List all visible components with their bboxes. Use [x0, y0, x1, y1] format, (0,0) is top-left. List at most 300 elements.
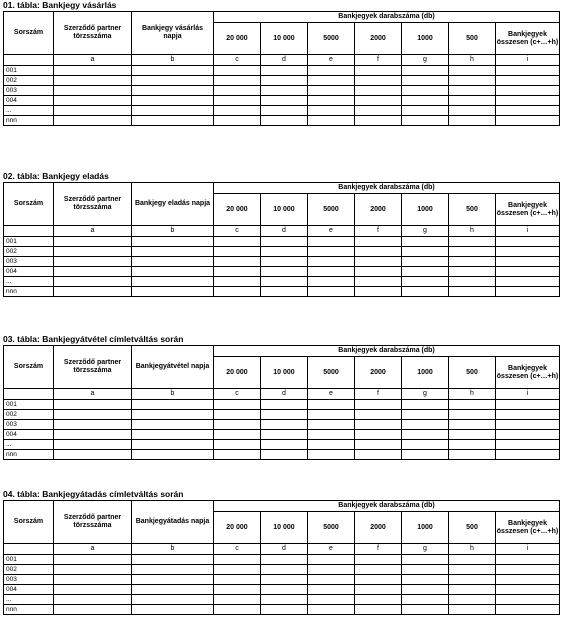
column-letter: f: [355, 544, 402, 555]
data-cell: [308, 585, 355, 595]
data-cell: [214, 575, 261, 585]
data-cell: [132, 86, 214, 96]
data-cell: [261, 400, 308, 410]
denomination-header: 500: [449, 357, 496, 389]
column-letter: a: [54, 226, 132, 237]
table-row: [4, 116, 560, 126]
row-number: 001: [4, 400, 54, 410]
table-row: [4, 106, 560, 116]
table-row: [4, 257, 560, 267]
row-number: 002: [4, 247, 54, 257]
header-row: [4, 501, 560, 512]
data-cell: [132, 555, 214, 565]
data-cell: [54, 420, 132, 430]
data-cell: [308, 410, 355, 420]
data-cell: [496, 585, 560, 595]
data-cell: [308, 575, 355, 585]
denomination-header: 20 000: [214, 194, 261, 226]
row-number: ...: [4, 277, 54, 287]
data-cell: [214, 555, 261, 565]
data-cell: [214, 277, 261, 287]
group-header: Bankjegyek darabszáma (db): [214, 183, 560, 194]
data-cell: [308, 106, 355, 116]
column-letter: d: [261, 544, 308, 555]
data-cell: [355, 565, 402, 575]
data-cell: [496, 555, 560, 565]
denomination-header: 500: [449, 23, 496, 55]
data-cell: [308, 237, 355, 247]
data-table: [3, 500, 560, 615]
denomination-header: 20 000: [214, 512, 261, 544]
data-cell: [355, 287, 402, 297]
date-header: Bankjegy eladás napja: [132, 183, 214, 226]
data-cell: [402, 106, 449, 116]
data-cell: [308, 555, 355, 565]
data-cell: [132, 575, 214, 585]
data-cell: [261, 76, 308, 86]
data-cell: [132, 106, 214, 116]
column-letter-row: [4, 226, 560, 237]
data-cell: [496, 450, 560, 460]
data-cell: [261, 450, 308, 460]
data-cell: [449, 410, 496, 420]
denomination-header: 10 000: [261, 512, 308, 544]
data-cell: [355, 257, 402, 267]
data-cell: [496, 277, 560, 287]
data-cell: [355, 450, 402, 460]
denomination-header: 1000: [402, 357, 449, 389]
row-number: nnn: [4, 605, 54, 615]
data-cell: [355, 277, 402, 287]
data-cell: [496, 440, 560, 450]
data-cell: [132, 410, 214, 420]
row-number: 002: [4, 410, 54, 420]
data-cell: [261, 277, 308, 287]
denomination-header: 2000: [355, 194, 402, 226]
data-cell: [54, 267, 132, 277]
data-cell: [54, 605, 132, 615]
data-cell: [402, 400, 449, 410]
column-letter: a: [54, 389, 132, 400]
data-cell: [261, 575, 308, 585]
data-cell: [261, 116, 308, 126]
data-cell: [355, 555, 402, 565]
data-cell: [308, 86, 355, 96]
table-row: [4, 247, 560, 257]
data-cell: [402, 585, 449, 595]
data-cell: [54, 116, 132, 126]
data-cell: [214, 585, 261, 595]
column-letter: a: [54, 55, 132, 66]
serial-header: Sorszám: [4, 12, 54, 55]
data-cell: [449, 430, 496, 440]
header-row: [4, 12, 560, 23]
empty-cell: [4, 226, 54, 237]
data-cell: [308, 450, 355, 460]
data-cell: [261, 86, 308, 96]
data-cell: [214, 96, 261, 106]
data-cell: [449, 116, 496, 126]
data-cell: [402, 257, 449, 267]
data-cell: [132, 605, 214, 615]
column-letter: f: [355, 55, 402, 66]
data-cell: [496, 267, 560, 277]
denomination-header: 5000: [308, 23, 355, 55]
data-cell: [54, 96, 132, 106]
data-cell: [402, 555, 449, 565]
data-cell: [449, 237, 496, 247]
data-cell: [214, 605, 261, 615]
column-letter: h: [449, 226, 496, 237]
denomination-header: 10 000: [261, 23, 308, 55]
data-cell: [402, 247, 449, 257]
column-letter: e: [308, 226, 355, 237]
total-header: Bankjegyek összesen (c+…+h): [496, 512, 560, 544]
row-number: nnn: [4, 450, 54, 460]
data-cell: [214, 116, 261, 126]
data-cell: [261, 237, 308, 247]
data-table: [3, 182, 560, 297]
column-letter: a: [54, 544, 132, 555]
row-number: 002: [4, 565, 54, 575]
data-cell: [355, 86, 402, 96]
data-cell: [214, 410, 261, 420]
data-cell: [402, 595, 449, 605]
table-section-3: [3, 334, 561, 460]
data-cell: [496, 605, 560, 615]
data-cell: [308, 440, 355, 450]
data-cell: [449, 605, 496, 615]
data-cell: [214, 420, 261, 430]
column-letter: i: [496, 55, 560, 66]
table-row: [4, 555, 560, 565]
data-cell: [449, 86, 496, 96]
data-cell: [132, 450, 214, 460]
data-cell: [308, 66, 355, 76]
data-cell: [214, 595, 261, 605]
data-cell: [214, 66, 261, 76]
data-cell: [496, 106, 560, 116]
data-cell: [132, 595, 214, 605]
data-cell: [54, 555, 132, 565]
row-number: nnn: [4, 116, 54, 126]
data-cell: [54, 76, 132, 86]
column-letter: c: [214, 544, 261, 555]
data-cell: [402, 287, 449, 297]
data-cell: [449, 96, 496, 106]
data-cell: [54, 237, 132, 247]
data-cell: [496, 76, 560, 86]
data-cell: [449, 76, 496, 86]
data-cell: [355, 66, 402, 76]
row-number: 004: [4, 267, 54, 277]
column-letter: g: [402, 544, 449, 555]
data-cell: [402, 410, 449, 420]
data-cell: [132, 565, 214, 575]
data-cell: [496, 66, 560, 76]
data-cell: [496, 400, 560, 410]
data-cell: [132, 66, 214, 76]
data-cell: [54, 565, 132, 575]
data-cell: [214, 267, 261, 277]
data-cell: [132, 96, 214, 106]
data-cell: [355, 400, 402, 410]
data-cell: [214, 400, 261, 410]
data-cell: [132, 277, 214, 287]
data-cell: [355, 267, 402, 277]
data-cell: [449, 106, 496, 116]
table-row: [4, 565, 560, 575]
row-number: 001: [4, 237, 54, 247]
data-cell: [261, 267, 308, 277]
row-number: 003: [4, 257, 54, 267]
data-cell: [355, 96, 402, 106]
table-section-4: [3, 489, 561, 615]
data-cell: [214, 450, 261, 460]
row-number: 001: [4, 555, 54, 565]
row-number: ...: [4, 595, 54, 605]
data-cell: [132, 237, 214, 247]
data-cell: [402, 66, 449, 76]
data-cell: [214, 440, 261, 450]
column-letter: b: [132, 389, 214, 400]
group-header: Bankjegyek darabszáma (db): [214, 501, 560, 512]
header-row: [4, 183, 560, 194]
data-cell: [54, 66, 132, 76]
data-cell: [496, 116, 560, 126]
column-letter: e: [308, 544, 355, 555]
data-cell: [449, 66, 496, 76]
data-cell: [54, 410, 132, 420]
column-letter: d: [261, 226, 308, 237]
data-cell: [496, 96, 560, 106]
data-cell: [214, 430, 261, 440]
data-cell: [308, 287, 355, 297]
data-cell: [355, 247, 402, 257]
table-title: 02. tábla: Bankjegy eladás: [3, 171, 109, 181]
table-row: [4, 237, 560, 247]
data-cell: [132, 76, 214, 86]
denomination-header: 2000: [355, 23, 402, 55]
data-cell: [54, 86, 132, 96]
column-letter: f: [355, 389, 402, 400]
data-cell: [402, 96, 449, 106]
data-cell: [132, 400, 214, 410]
data-cell: [308, 247, 355, 257]
column-letter: e: [308, 389, 355, 400]
table-row: [4, 575, 560, 585]
data-cell: [132, 440, 214, 450]
denomination-header: 10 000: [261, 357, 308, 389]
data-cell: [132, 287, 214, 297]
data-cell: [402, 277, 449, 287]
column-letter: b: [132, 55, 214, 66]
data-cell: [402, 237, 449, 247]
data-cell: [449, 565, 496, 575]
data-cell: [261, 410, 308, 420]
denomination-header: 1000: [402, 194, 449, 226]
data-cell: [261, 96, 308, 106]
data-cell: [449, 277, 496, 287]
column-letter: c: [214, 55, 261, 66]
data-cell: [449, 400, 496, 410]
data-cell: [132, 420, 214, 430]
data-cell: [261, 585, 308, 595]
column-letter: g: [402, 226, 449, 237]
data-cell: [355, 237, 402, 247]
date-header: Bankjegy vásárlás napja: [132, 12, 214, 55]
data-cell: [261, 66, 308, 76]
column-letter: g: [402, 389, 449, 400]
data-cell: [355, 575, 402, 585]
data-cell: [449, 585, 496, 595]
table-row: [4, 287, 560, 297]
partner-header: Szerződő partner törzsszáma: [54, 501, 132, 544]
denomination-header: 2000: [355, 357, 402, 389]
data-cell: [132, 257, 214, 267]
data-cell: [355, 420, 402, 430]
column-letter-row: [4, 544, 560, 555]
date-header: Bankjegyátvétel napja: [132, 346, 214, 389]
column-letter: c: [214, 226, 261, 237]
column-letter: b: [132, 544, 214, 555]
data-cell: [214, 287, 261, 297]
column-letter: h: [449, 544, 496, 555]
column-letter: c: [214, 389, 261, 400]
data-cell: [54, 287, 132, 297]
row-number: 003: [4, 575, 54, 585]
serial-header: Sorszám: [4, 346, 54, 389]
data-cell: [496, 420, 560, 430]
data-cell: [54, 440, 132, 450]
denomination-header: 2000: [355, 512, 402, 544]
denomination-header: 5000: [308, 512, 355, 544]
column-letter: d: [261, 389, 308, 400]
data-cell: [402, 575, 449, 585]
data-cell: [496, 237, 560, 247]
data-cell: [496, 565, 560, 575]
empty-cell: [4, 544, 54, 555]
data-cell: [132, 267, 214, 277]
denomination-header: 5000: [308, 357, 355, 389]
data-table: [3, 11, 560, 126]
data-cell: [308, 267, 355, 277]
data-table: [3, 345, 560, 460]
empty-cell: [4, 55, 54, 66]
data-cell: [261, 247, 308, 257]
data-cell: [261, 440, 308, 450]
data-cell: [355, 595, 402, 605]
data-cell: [355, 605, 402, 615]
row-number: 004: [4, 585, 54, 595]
data-cell: [496, 430, 560, 440]
data-cell: [308, 257, 355, 267]
denomination-header: 20 000: [214, 357, 261, 389]
data-cell: [496, 247, 560, 257]
table-row: [4, 267, 560, 277]
denomination-header: 5000: [308, 194, 355, 226]
data-cell: [54, 400, 132, 410]
data-cell: [214, 86, 261, 96]
denomination-header: 1000: [402, 512, 449, 544]
data-cell: [449, 287, 496, 297]
row-number: 004: [4, 430, 54, 440]
data-cell: [261, 430, 308, 440]
table-row: [4, 585, 560, 595]
data-cell: [54, 585, 132, 595]
row-number: 002: [4, 76, 54, 86]
table-row: [4, 86, 560, 96]
column-letter: i: [496, 389, 560, 400]
data-cell: [214, 257, 261, 267]
data-cell: [308, 400, 355, 410]
column-letter: b: [132, 226, 214, 237]
data-cell: [355, 430, 402, 440]
data-cell: [261, 565, 308, 575]
data-cell: [449, 247, 496, 257]
data-cell: [402, 267, 449, 277]
data-cell: [402, 450, 449, 460]
column-letter: h: [449, 55, 496, 66]
denomination-header: 10 000: [261, 194, 308, 226]
data-cell: [261, 420, 308, 430]
column-letter: i: [496, 226, 560, 237]
column-letter: g: [402, 55, 449, 66]
row-number: ...: [4, 106, 54, 116]
data-cell: [214, 247, 261, 257]
data-cell: [308, 595, 355, 605]
data-cell: [355, 116, 402, 126]
table-row: [4, 76, 560, 86]
partner-header: Szerződő partner törzsszáma: [54, 346, 132, 389]
row-number: ...: [4, 440, 54, 450]
data-cell: [496, 287, 560, 297]
denomination-header: 500: [449, 194, 496, 226]
data-cell: [214, 106, 261, 116]
data-cell: [402, 440, 449, 450]
data-cell: [449, 267, 496, 277]
data-cell: [496, 595, 560, 605]
date-header: Bankjegyátadás napja: [132, 501, 214, 544]
data-cell: [308, 420, 355, 430]
table-title: 03. tábla: Bankjegyátvétel címletváltás során: [3, 334, 184, 344]
column-letter-row: [4, 55, 560, 66]
table-row: [4, 400, 560, 410]
data-cell: [402, 605, 449, 615]
data-cell: [496, 86, 560, 96]
row-number: 003: [4, 86, 54, 96]
table-row: [4, 96, 560, 106]
data-cell: [308, 605, 355, 615]
column-letter: d: [261, 55, 308, 66]
data-cell: [355, 106, 402, 116]
data-cell: [214, 76, 261, 86]
data-cell: [449, 595, 496, 605]
data-cell: [54, 450, 132, 460]
data-cell: [496, 257, 560, 267]
data-cell: [355, 440, 402, 450]
data-cell: [449, 257, 496, 267]
table-row: [4, 440, 560, 450]
serial-header: Sorszám: [4, 501, 54, 544]
group-header: Bankjegyek darabszáma (db): [214, 12, 560, 23]
data-cell: [54, 277, 132, 287]
table-row: [4, 605, 560, 615]
column-letter: h: [449, 389, 496, 400]
data-cell: [261, 257, 308, 267]
column-letter: i: [496, 544, 560, 555]
data-cell: [54, 595, 132, 605]
